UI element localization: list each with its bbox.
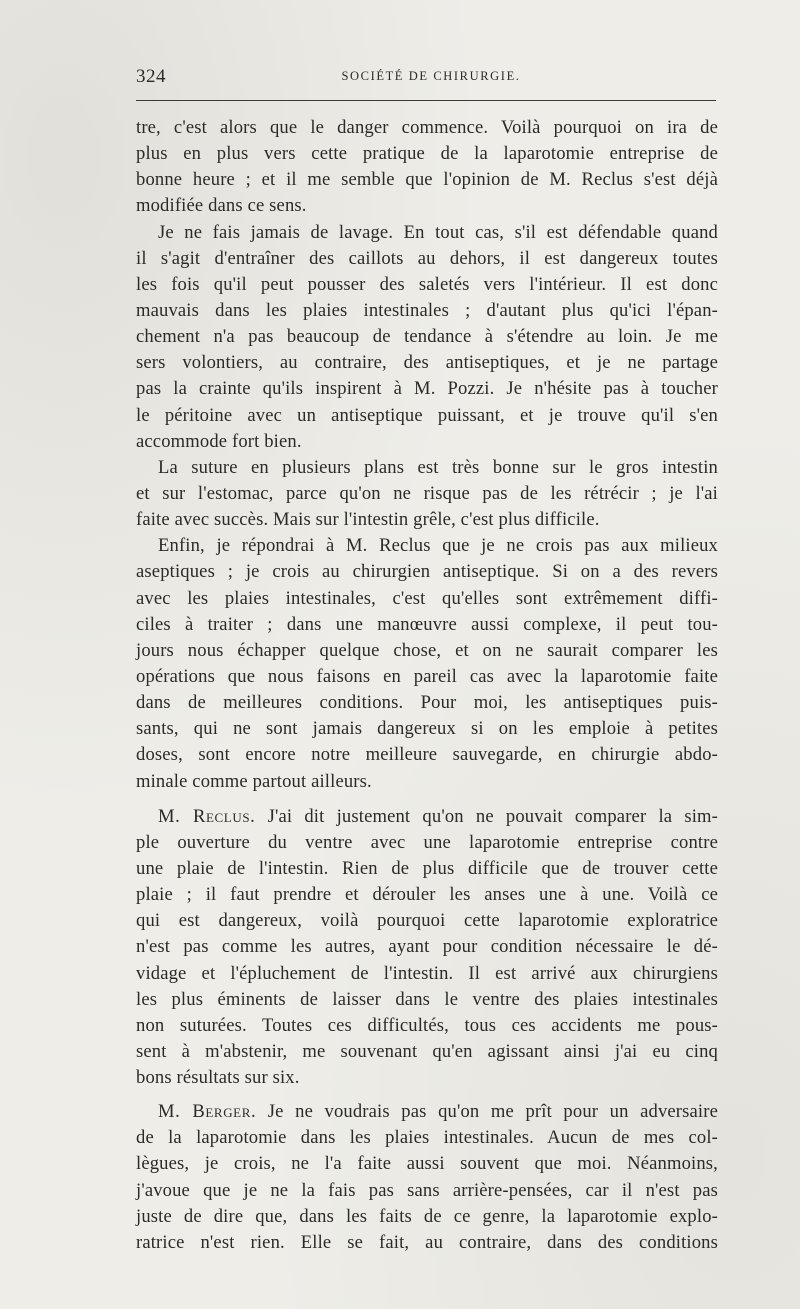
text-line: bons résultats sur six. [136, 1067, 300, 1089]
text-line: n'est pas comme les autres, ayant pour condition nécessaire le dé- [136, 936, 718, 958]
text-line: j'avoue que je ne la fais pas sans arrière-pensées, car il n'est pas [136, 1179, 718, 1201]
running-head: SOCIÉTÉ DE CHIRURGIE. [341, 69, 521, 83]
text-line: une plaie de l'intestin. Rien de plus difficile que de trouver cette [136, 857, 718, 879]
text-line: ratrice n'est rien. Elle se fait, au contraire, dans des conditions [136, 1231, 718, 1253]
text-line: il s'agit d'entraîner des caillots au dehors, il est dangereux toutes [136, 247, 718, 269]
paragraph-berger [136, 1099, 718, 1256]
text-line: Enfin, je répondrai à M. Reclus que je ne crois pas aux milieux [158, 535, 718, 557]
paragraph [136, 115, 718, 220]
text-line: minale comme partout ailleurs. [136, 770, 372, 792]
paragraph [136, 220, 718, 455]
text-line: faite avec succès. Mais sur l'intestin grêle, c'est plus difficile. [136, 509, 600, 531]
text-line: doses, sont encore notre meilleure sauvegarde, en chirurgie abdo- [136, 744, 718, 766]
text-span: J'ai dit justement qu'on ne pouvait comparer la sim- [255, 805, 718, 827]
text-line: plus en plus vers cette pratique de la laparotomie entreprise de [136, 143, 718, 165]
text-line: La suture en plusieurs plans est très bonne sur le gros intestin [158, 456, 718, 478]
text-line: de la laparotomie dans les plaies intestinales. Aucun de mes col- [136, 1127, 718, 1149]
text-line: les fois qu'il peut pousser des saletés vers l'intérieur. Il est donc [136, 273, 718, 295]
paragraph [136, 455, 718, 533]
body-text [136, 115, 718, 1256]
text-line: les plus éminents de laisser dans le ventre des plaies intestinales [136, 988, 718, 1010]
text-line: accommode fort bien. [136, 430, 302, 452]
text-line: mauvais dans les plaies intestinales ; d'autant plus qu'ici l'épan- [136, 299, 718, 321]
speaker-name: M. Reclus. [158, 805, 256, 827]
text-line: non suturées. Toutes ces difficultés, tous ces accidents me pous- [136, 1014, 718, 1036]
text-line: chement n'a pas beaucoup de tendance à s'étendre au loin. Je me [136, 326, 718, 348]
page-header [136, 66, 716, 90]
text-span: Je ne voudrais pas qu'on me prît pour un adversaire [256, 1101, 718, 1123]
text-line: ple ouverture du ventre avec une laparotomie entreprise contre [136, 831, 718, 853]
text-line: plaie ; il faut prendre et dérouler les anses une à une. Voilà ce [136, 884, 718, 906]
text-line: ciles à traiter ; dans une manœuvre aussi complexe, il peut tou- [136, 613, 718, 635]
header-rule [136, 100, 716, 101]
page-number: 324 [136, 66, 166, 87]
text-line: bonne heure ; et il me semble que l'opinion de M. Reclus s'est déjà [136, 169, 718, 191]
text-line: aseptiques ; je crois au chirurgien antiseptique. Si on a des revers [136, 561, 718, 583]
paragraph [136, 533, 718, 794]
text-line: sants, qui ne sont jamais dangereux si on les emploie à petites [136, 718, 718, 740]
text-line [136, 1099, 718, 1125]
text-line [136, 804, 718, 830]
text-line: juste de dire que, dans les faits de ce genre, la laparotomie explo- [136, 1205, 718, 1227]
text-line: opérations que nous faisons en pareil cas avec la laparotomie faite [136, 665, 718, 687]
text-line: tre, c'est alors que le danger commence. Voilà pourquoi on ira de [136, 117, 718, 138]
text-line: Je ne fais jamais de lavage. En tout cas, s'il est défendable quand [158, 221, 718, 243]
text-line: avec les plaies intestinales, c'est qu'elles sont extrêmement diffi- [136, 587, 718, 609]
text-line: dans de meilleures conditions. Pour moi, les antiseptiques puis- [136, 692, 718, 714]
text-line: pas la crainte qu'ils inspirent à M. Pozzi. Je n'hésite pas à toucher [136, 378, 718, 400]
text-line: le péritoine avec un antiseptique puissant, et je trouve qu'il s'en [136, 404, 718, 426]
text-line: lègues, je crois, ne l'a faite aussi souvent que moi. Néanmoins, [136, 1153, 718, 1175]
text-line: qui est dangereux, voilà pourquoi cette laparotomie exploratrice [136, 910, 718, 932]
paragraph-reclus [136, 804, 718, 1092]
text-line: jours nous échapper quelque chose, et on ne saurait comparer les [136, 639, 718, 661]
text-line: sent à m'abstenir, me souvenant qu'en agissant ainsi j'ai eu cinq [136, 1040, 718, 1062]
text-line: vidage et l'épluchement de l'intestin. Il est arrivé aux chirurgiens [136, 962, 718, 984]
text-line: sers volontiers, au contraire, des antiseptiques, et je ne partage [136, 352, 718, 374]
text-line: et sur l'estomac, parce qu'on ne risque pas de les rétrécir ; je l'ai [136, 482, 718, 504]
speaker-name: M. Berger. [158, 1101, 257, 1123]
text-line: modifiée dans ce sens. [136, 195, 307, 217]
